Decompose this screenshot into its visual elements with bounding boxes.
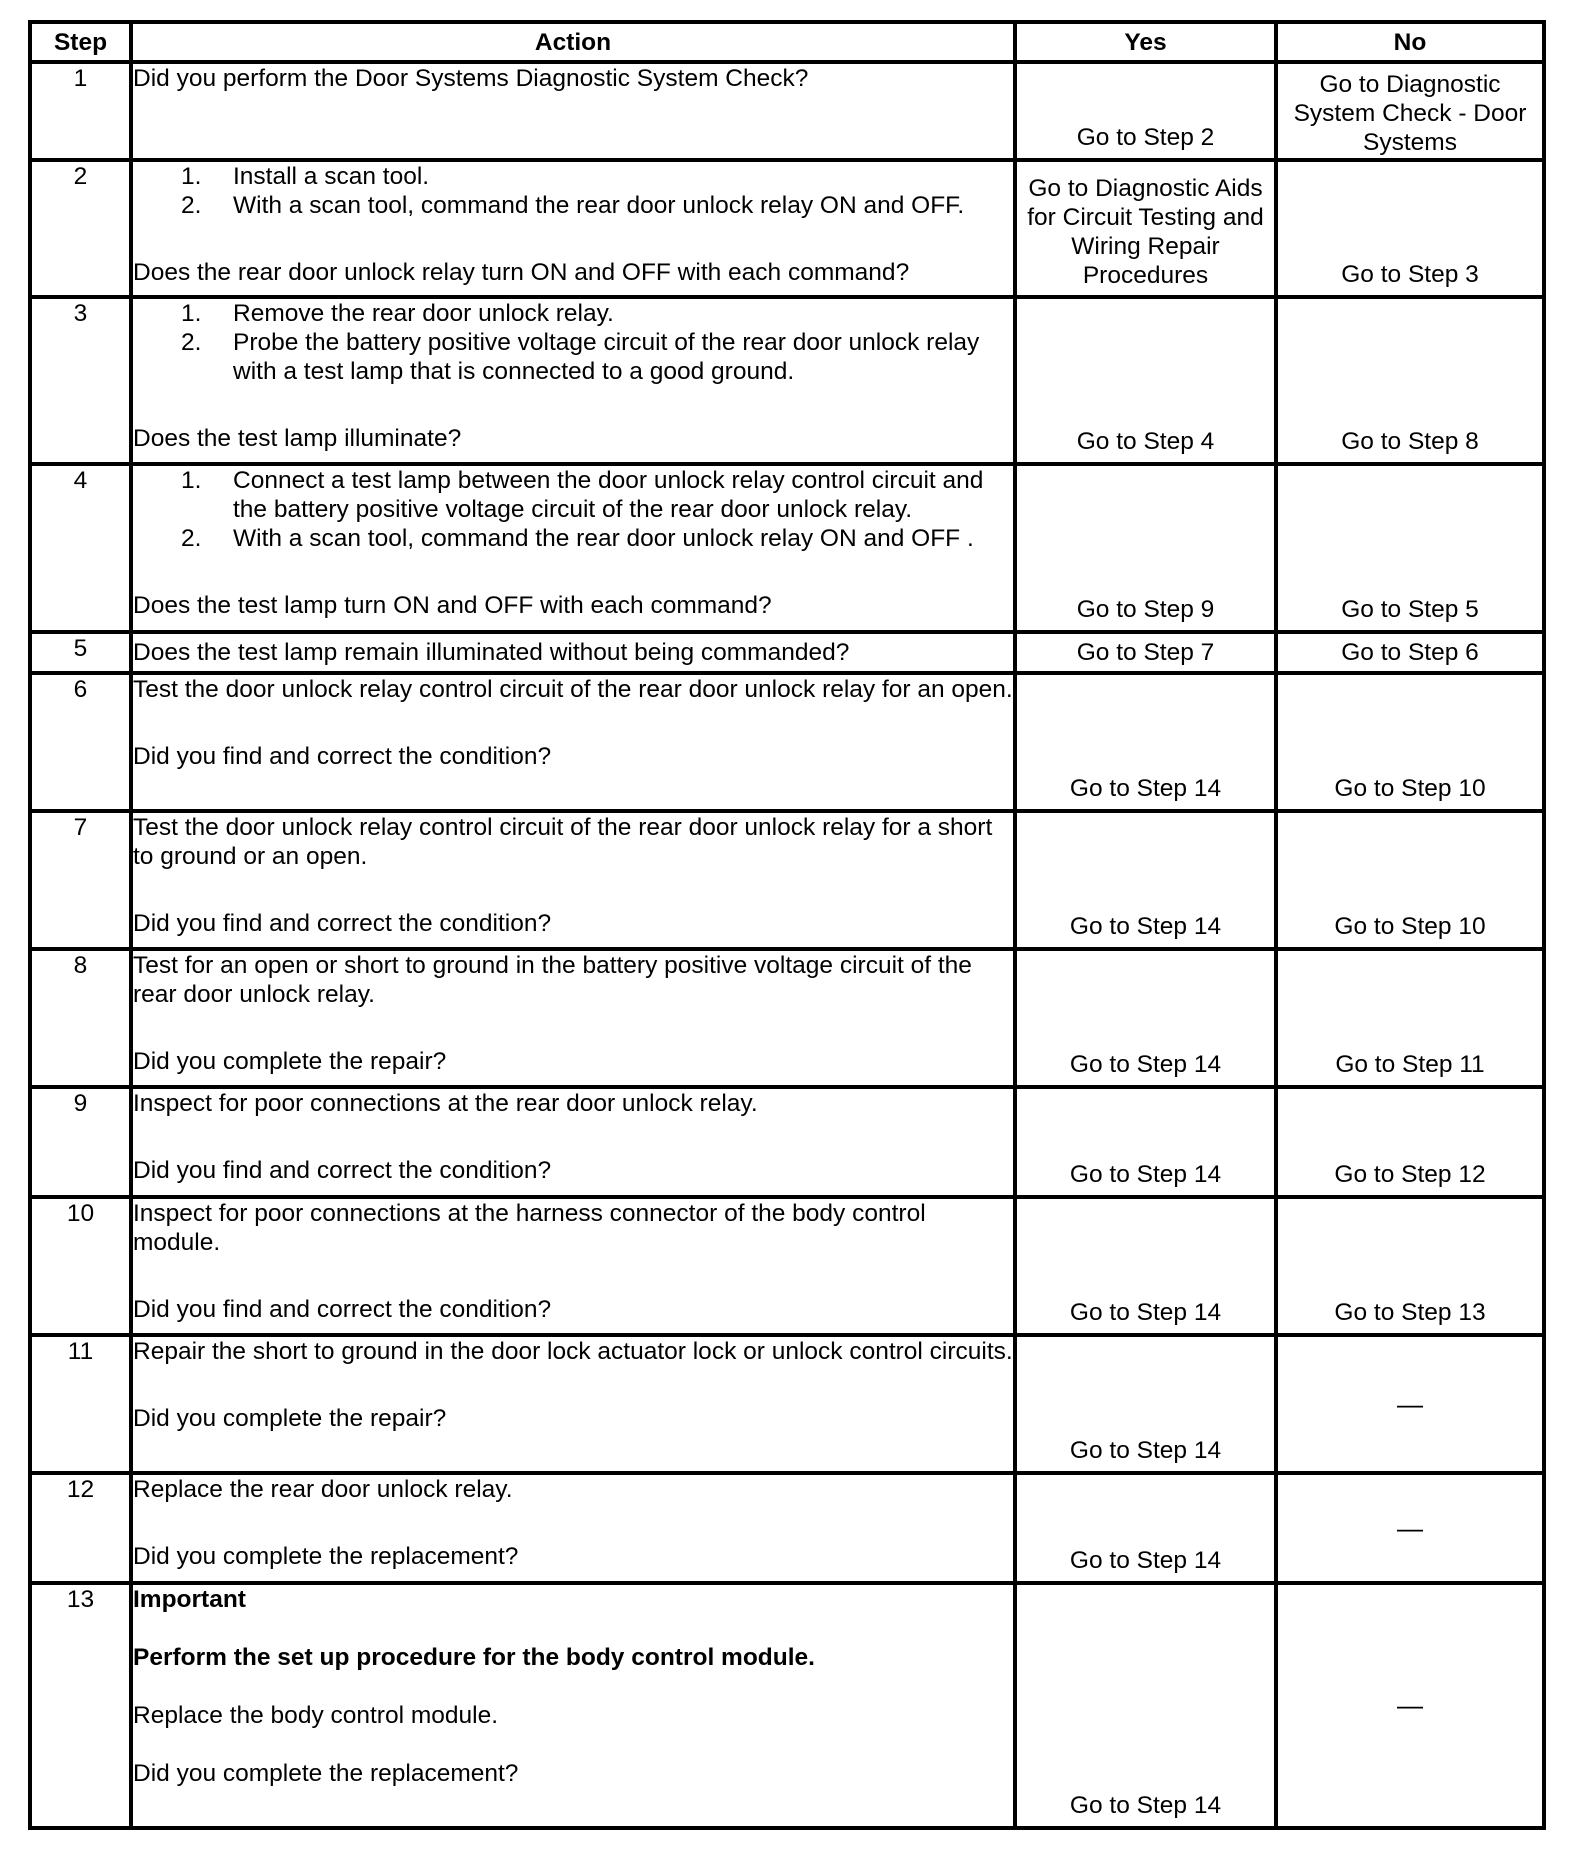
no-cell [1276, 1473, 1544, 1583]
yes-result: Go to Step 7 [1076, 639, 1215, 666]
no-result: Go to Step 11 [1335, 1051, 1485, 1078]
step-number: 4 [30, 464, 131, 632]
instruction-list [133, 299, 1013, 386]
list-item: 1. Connect a test lamp between the door unlock relay control circuit and the battery positive voltage circuit of the rear door unlock relay. [181, 467, 984, 523]
action-cell [131, 632, 1015, 673]
action-question: Did you find and correct the condition? [133, 743, 552, 770]
header-action: Action [131, 22, 1015, 62]
yes-cell [1015, 1583, 1276, 1828]
list-item: 2. With a scan tool, command the rear door unlock relay ON and OFF . [181, 525, 974, 552]
instruction-list [133, 162, 1013, 220]
action-cell [131, 62, 1015, 160]
no-result: Go to Step 10 [1334, 775, 1486, 802]
header-row [30, 22, 1544, 62]
yes-cell [1015, 811, 1276, 949]
action-text: Test for an open or short to ground in the battery positive voltage circuit of the rear door unlock relay. [133, 952, 972, 1008]
action-cell [131, 811, 1015, 949]
step-number: 12 [30, 1473, 131, 1583]
diagnostic-table-container [28, 20, 1542, 1830]
yes-cell [1015, 632, 1276, 673]
yes-cell [1015, 297, 1276, 464]
action-text: Replace the rear door unlock relay. [133, 1476, 513, 1503]
no-cell [1276, 811, 1544, 949]
table-row [30, 464, 1544, 632]
list-item: 1. Remove the rear door unlock relay. [181, 300, 614, 327]
action-question: Did you perform the Door Systems Diagnostic System Check? [133, 65, 809, 92]
yes-result: Go to Step 9 [1076, 596, 1215, 623]
list-item: 2. Probe the battery positive voltage circuit of the rear door unlock relay with a test lamp that is connected to a good ground. [181, 329, 980, 385]
action-text: Test the door unlock relay control circuit of the rear door unlock relay for an open. [133, 676, 1013, 703]
no-cell [1276, 673, 1544, 811]
table-row [30, 1583, 1544, 1828]
table-row [30, 297, 1544, 464]
no-cell [1276, 1583, 1544, 1828]
yes-cell [1015, 160, 1276, 297]
table-row [30, 949, 1544, 1087]
header-no: No [1276, 22, 1544, 62]
action-cell [131, 1473, 1015, 1583]
no-result: Go to Step 3 [1341, 261, 1479, 288]
action-cell [131, 949, 1015, 1087]
no-cell [1276, 1335, 1544, 1473]
action-question: Did you find and correct the condition? [133, 910, 552, 937]
yes-cell [1015, 1197, 1276, 1335]
table-row [30, 632, 1544, 673]
no-result: Go to Step 8 [1341, 428, 1479, 455]
no-cell [1276, 949, 1544, 1087]
table-row [30, 1087, 1544, 1197]
action-text: Test the door unlock relay control circuit of the rear door unlock relay for a short to ground or an open. [133, 814, 993, 870]
no-cell [1276, 1197, 1544, 1335]
step-number: 8 [30, 949, 131, 1087]
no-cell [1276, 297, 1544, 464]
table-row [30, 811, 1544, 949]
yes-cell [1015, 673, 1276, 811]
action-question: Does the test lamp illuminate? [133, 425, 462, 452]
action-question: Does the test lamp remain illuminated without being commanded? [133, 639, 850, 666]
no-result: Go to Step 5 [1341, 596, 1479, 623]
no-result: Go to Diagnostic System Check - Door Systems [1293, 71, 1527, 156]
action-cell [131, 1197, 1015, 1335]
step-number: 7 [30, 811, 131, 949]
step-number: 1 [30, 62, 131, 160]
action-cell [131, 160, 1015, 297]
step-number: 13 [30, 1583, 131, 1828]
no-result: Go to Step 13 [1334, 1299, 1486, 1326]
no-cell [1276, 62, 1544, 160]
action-cell [131, 1583, 1015, 1828]
action-text: Replace the body control module. [133, 1702, 498, 1729]
yes-result: Go to Step 14 [1069, 1547, 1222, 1574]
table-row [30, 1473, 1544, 1583]
no-result: Go to Step 6 [1341, 639, 1479, 666]
diagnostic-table [28, 20, 1546, 1830]
action-cell [131, 673, 1015, 811]
action-question: Did you complete the replacement? [133, 1543, 519, 1570]
yes-result: Go to Step 14 [1069, 1161, 1222, 1188]
no-result: — [1397, 1388, 1423, 1419]
important-label: Important [133, 1586, 246, 1613]
yes-result: Go to Step 14 [1069, 913, 1222, 940]
table-row [30, 1197, 1544, 1335]
yes-cell [1015, 1473, 1276, 1583]
yes-cell [1015, 62, 1276, 160]
yes-cell [1015, 1087, 1276, 1197]
no-result: — [1397, 1690, 1423, 1720]
action-cell [131, 1335, 1015, 1473]
yes-result: Go to Step 4 [1076, 428, 1215, 455]
no-cell [1276, 464, 1544, 632]
table-row [30, 1335, 1544, 1473]
important-text: Perform the set up procedure for the body control module. [133, 1644, 815, 1671]
table-row [30, 160, 1544, 297]
yes-result: Go to Diagnostic Aids for Circuit Testing and Wiring Repair Procedures [1027, 175, 1264, 289]
no-result: Go to Step 12 [1334, 1161, 1486, 1188]
action-question: Does the test lamp turn ON and OFF with each command? [133, 592, 772, 619]
list-item: 1. Install a scan tool. [181, 163, 430, 190]
header-yes: Yes [1015, 22, 1276, 62]
action-question: Did you complete the repair? [133, 1048, 447, 1075]
no-result: — [1397, 1512, 1423, 1543]
yes-result: Go to Step 14 [1069, 1792, 1222, 1819]
header-step: Step [30, 22, 131, 62]
yes-result: Go to Step 14 [1069, 775, 1222, 802]
action-question: Did you find and correct the condition? [133, 1157, 552, 1184]
action-text: Repair the short to ground in the door lock actuator lock or unlock control circuits. [133, 1338, 1013, 1365]
action-question: Does the rear door unlock relay turn ON and OFF with each command? [133, 259, 910, 286]
action-cell [131, 464, 1015, 632]
action-cell [131, 297, 1015, 464]
list-item: 2. With a scan tool, command the rear door unlock relay ON and OFF. [181, 192, 965, 219]
no-cell [1276, 1087, 1544, 1197]
step-number: 3 [30, 297, 131, 464]
no-cell [1276, 632, 1544, 673]
action-text: Inspect for poor connections at the rear door unlock relay. [133, 1090, 758, 1117]
yes-cell [1015, 1335, 1276, 1473]
no-cell [1276, 160, 1544, 297]
yes-cell [1015, 949, 1276, 1087]
action-cell [131, 1087, 1015, 1197]
step-number: 6 [30, 673, 131, 811]
yes-result: Go to Step 14 [1069, 1299, 1222, 1326]
step-number: 11 [30, 1335, 131, 1473]
action-question: Did you complete the repair? [133, 1405, 447, 1432]
yes-result: Go to Step 2 [1076, 124, 1215, 151]
instruction-list [133, 466, 1013, 553]
action-question: Did you complete the replacement? [133, 1760, 519, 1787]
yes-cell [1015, 464, 1276, 632]
step-number: 2 [30, 160, 131, 297]
step-number: 5 [30, 632, 131, 673]
no-result: Go to Step 10 [1334, 913, 1486, 940]
step-number: 10 [30, 1197, 131, 1335]
table-row [30, 673, 1544, 811]
action-question: Did you find and correct the condition? [133, 1296, 552, 1323]
yes-result: Go to Step 14 [1069, 1437, 1222, 1464]
step-number: 9 [30, 1087, 131, 1197]
yes-result: Go to Step 14 [1069, 1051, 1222, 1078]
action-text: Inspect for poor connections at the harness connector of the body control module. [133, 1200, 926, 1256]
table-row [30, 62, 1544, 160]
